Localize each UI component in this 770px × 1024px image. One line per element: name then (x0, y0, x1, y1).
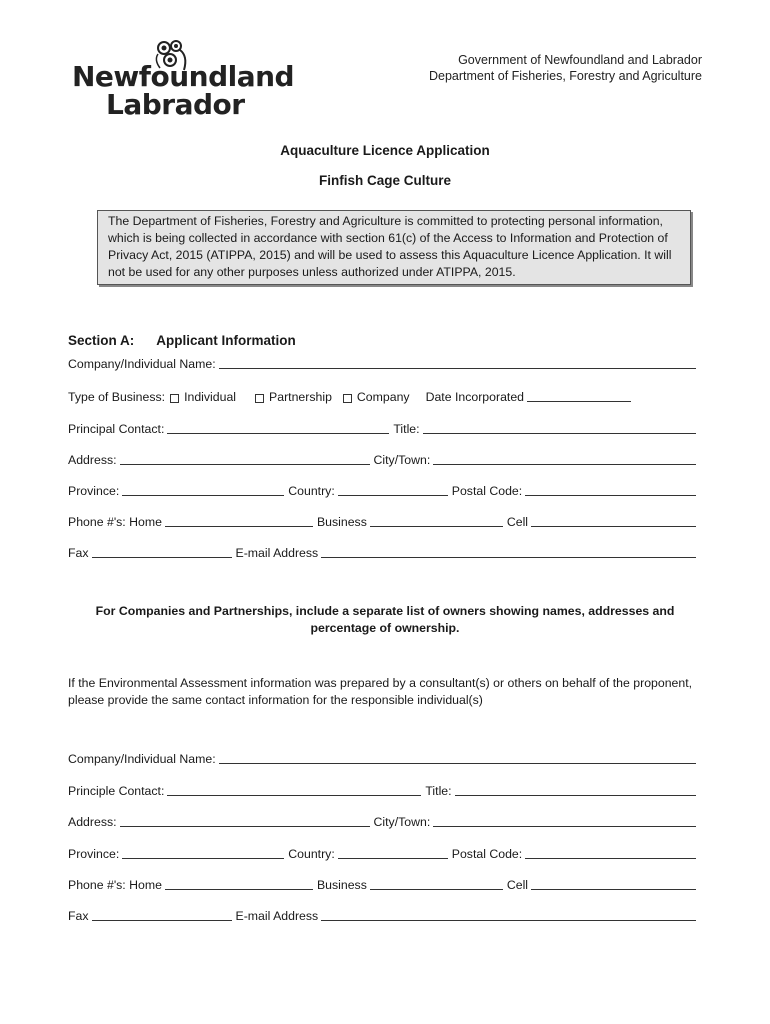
consultant-city-label: City/Town: (373, 815, 431, 829)
city-field[interactable] (433, 452, 696, 465)
form1-address-row (68, 452, 700, 467)
phone-home-label: Phone #'s: Home (68, 515, 162, 529)
consultant-cell-label: Cell (506, 878, 529, 892)
consultant-postal-code-field[interactable] (525, 846, 696, 859)
business-phone-label: Business (316, 515, 367, 529)
consultant-contact-field[interactable] (167, 783, 421, 796)
logo-word-newfoundland: Newfoundland (72, 60, 295, 93)
gov-line-2: Department of Fisheries, Forestry and Agriculture (428, 69, 702, 83)
gov-line-1: Government of Newfoundland and Labrador (458, 53, 702, 67)
company-name-label: Company/Individual Name: (68, 357, 216, 371)
form2-fax-row (68, 908, 700, 923)
individual-option-label: Individual (184, 390, 237, 404)
page-title: Aquaculture Licence Application (280, 143, 490, 158)
form1-contact-row (68, 421, 700, 436)
section-a-heading (68, 333, 296, 348)
consultant-business-phone-field[interactable] (370, 877, 503, 890)
email-label: E-mail Address (235, 546, 319, 560)
principal-contact-label: Principal Contact: (68, 422, 165, 436)
business-type-label: Type of Business: (68, 390, 166, 404)
cell-field[interactable] (531, 514, 696, 527)
consultant-cell-field[interactable] (531, 877, 696, 890)
form1-province-row (68, 483, 700, 498)
form2-company-row (68, 751, 700, 766)
consultant-province-label: Province: (68, 847, 120, 861)
form2-address-row (68, 814, 700, 829)
company-checkbox[interactable] (343, 394, 352, 403)
consultant-note: If the Environmental Assessment information was prepared by a consultant(s) or others on behalf of the proponent, please provide the same contact information for the responsible individual(s) (68, 676, 693, 707)
fax-field[interactable] (92, 545, 232, 558)
page-subtitle: Finfish Cage Culture (318, 173, 451, 188)
partnership-option-label: Partnership (269, 390, 332, 404)
phone-home-field[interactable] (165, 514, 313, 527)
email-field[interactable] (321, 545, 696, 558)
individual-checkbox[interactable] (170, 394, 179, 403)
form2-contact-row (68, 783, 700, 798)
consultant-country-label: Country: (288, 847, 335, 861)
consultant-company-name-field[interactable] (219, 751, 696, 764)
form1-fax-row (68, 545, 700, 560)
consultant-fax-field[interactable] (92, 908, 232, 921)
company-option-label: Company (356, 390, 410, 404)
address-label: Address: (68, 453, 117, 467)
principal-contact-field[interactable] (167, 421, 389, 434)
city-label: City/Town: (373, 453, 431, 467)
consultant-address-field[interactable] (120, 814, 370, 827)
privacy-notice: The Department of Fisheries, Forestry and Agriculture is committed to protecting personal information, which is being collected in accordance with section 61(c) of the Access to Information and Protection of Privacy Act, 2015 (ATIPPA, 2015) and will be used to assess this Aquaculture Licence Application. It will not be used for any other purposes unless authorized under ATIPPA, 2015. (97, 210, 691, 285)
date-incorporated-field[interactable] (527, 389, 631, 402)
consultant-address-label: Address: (68, 815, 117, 829)
consultant-company-name-label: Company/Individual Name: (68, 752, 216, 766)
form2-province-row (68, 846, 700, 861)
section-a-label: Section A: (68, 333, 135, 348)
country-field[interactable] (338, 483, 448, 496)
consultant-business-phone-label: Business (316, 878, 367, 892)
consultant-title-field[interactable] (455, 783, 696, 796)
consultant-postal-code-label: Postal Code: (451, 847, 523, 861)
date-incorporated-label: Date Incorporated (425, 390, 524, 404)
consultant-email-field[interactable] (321, 908, 696, 921)
country-label: Country: (288, 484, 335, 498)
consultant-email-label: E-mail Address (235, 909, 319, 923)
title-field[interactable] (423, 421, 696, 434)
form2-phone-row (68, 877, 700, 892)
consultant-city-field[interactable] (433, 814, 696, 827)
consultant-phone-home-label: Phone #'s: Home (68, 878, 162, 892)
government-header (429, 52, 702, 84)
consultant-title-label: Title: (425, 784, 452, 798)
title-label: Title: (393, 422, 420, 436)
logo-word-labrador: Labrador (106, 88, 245, 121)
province-field[interactable] (122, 483, 284, 496)
partnership-checkbox[interactable] (255, 394, 264, 403)
cell-label: Cell (506, 515, 529, 529)
form1-phone-row (68, 514, 700, 529)
nl-logo (68, 38, 295, 121)
section-a-title: Applicant Information (156, 333, 296, 348)
province-label: Province: (68, 484, 120, 498)
consultant-fax-label: Fax (68, 909, 89, 923)
form1-business-type-row (68, 389, 700, 404)
postal-code-label: Postal Code: (451, 484, 523, 498)
company-name-field[interactable] (219, 356, 696, 369)
business-phone-field[interactable] (370, 514, 503, 527)
consultant-province-field[interactable] (122, 846, 284, 859)
postal-code-field[interactable] (525, 483, 696, 496)
fax-label: Fax (68, 546, 89, 560)
address-field[interactable] (120, 452, 370, 465)
consultant-phone-home-field[interactable] (165, 877, 313, 890)
owners-note: For Companies and Partnerships, include a separate list of owners showing names, addresses and percentage of ownership. (95, 604, 675, 635)
form1-company-row (68, 356, 700, 371)
consultant-country-field[interactable] (338, 846, 448, 859)
consultant-contact-label: Principle Contact: (68, 784, 165, 798)
